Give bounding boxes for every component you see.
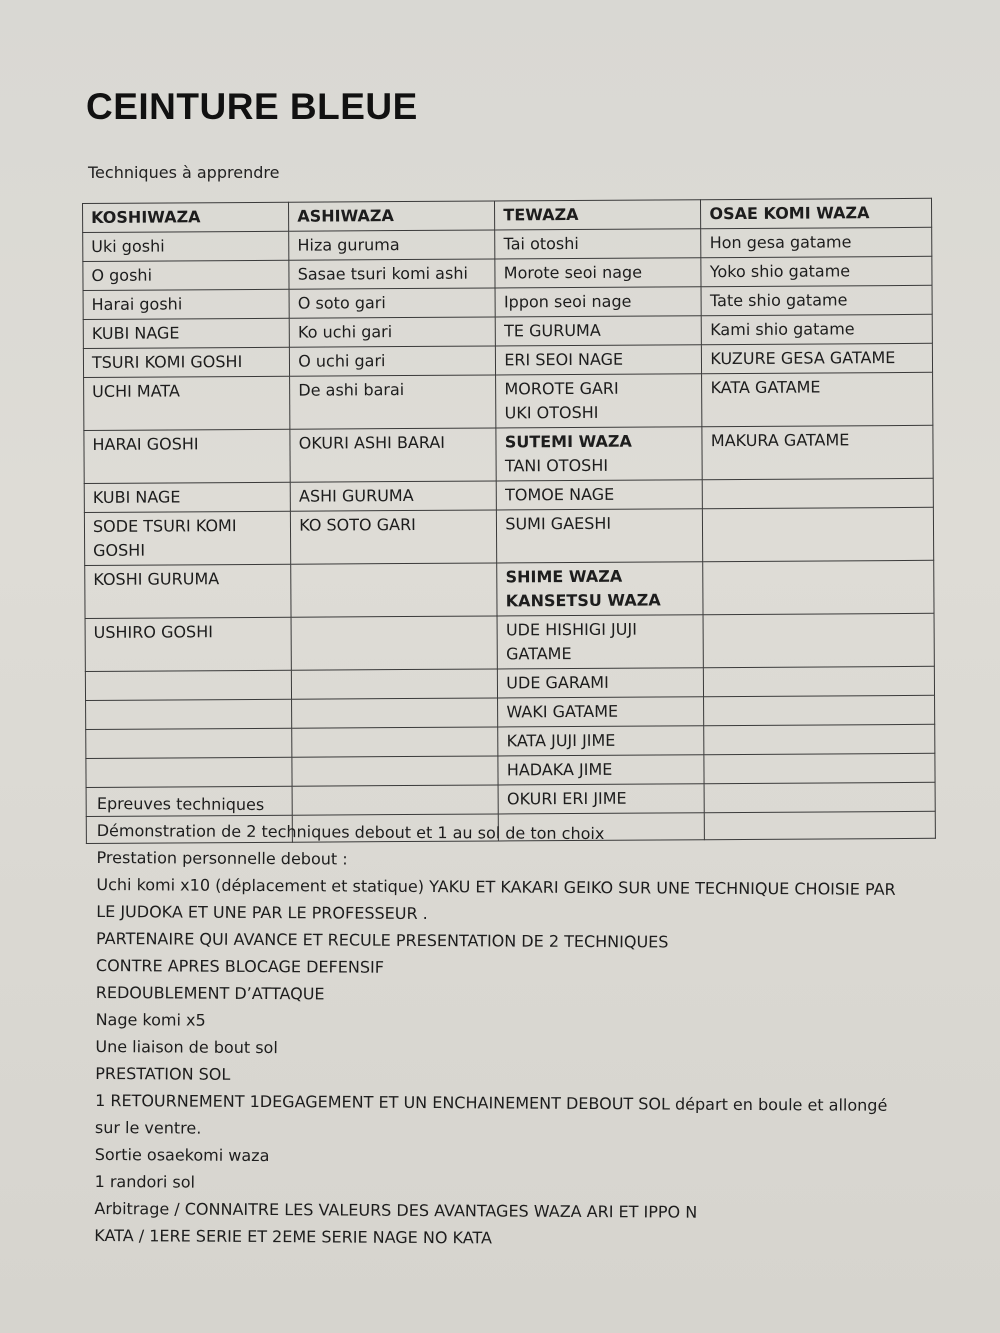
cell-line: OKURI ASHI BARAI bbox=[298, 432, 446, 453]
group-label-shime-waza: SHIME WAZA bbox=[505, 566, 623, 587]
page-title: CEINTURE BLEUE bbox=[86, 86, 418, 127]
cell-line: SODE TSURI KOMI bbox=[92, 516, 237, 536]
table-cell: Kami shio gatame bbox=[702, 314, 933, 344]
cell-line: ​ bbox=[711, 619, 713, 639]
note-line: KATA / 1ERE SERIE ET 2EME SERIE NAGE NO KATA bbox=[94, 1225, 493, 1248]
note-line: REDOUBLEMENT D’ATTAQUE bbox=[95, 982, 325, 1004]
cell-line: ​ bbox=[712, 643, 713, 663]
table-cell bbox=[84, 511, 291, 565]
table-cell bbox=[496, 427, 702, 481]
table-cell bbox=[704, 724, 935, 754]
cell-line: TANI OTOSHI bbox=[504, 455, 609, 476]
table-cell: Tate shio gatame bbox=[701, 285, 932, 315]
table-cell bbox=[702, 372, 933, 426]
cell-line: SUMI GAESHI bbox=[505, 513, 612, 534]
table-cell bbox=[497, 615, 703, 669]
table-row bbox=[85, 560, 934, 618]
note-line: Epreuves techniques bbox=[96, 793, 265, 815]
table-cell: Harai goshi bbox=[83, 289, 289, 319]
note-line: 1 RETOURNEMENT 1DEGAGEMENT ET UN ENCHAINEMENT DEBOUT SOL départ en boule et allongé bbox=[95, 1090, 888, 1115]
cell-line: ​ bbox=[299, 592, 300, 612]
header-ashiwaza: ASHIWAZA bbox=[289, 201, 495, 231]
note-line: Démonstration de 2 techniques debout et 1 au sol de ton choix bbox=[96, 820, 605, 844]
cell-line: ​ bbox=[299, 568, 300, 588]
table-cell: Tai otoshi bbox=[495, 229, 701, 259]
table-cell bbox=[291, 616, 497, 670]
table-cell bbox=[496, 374, 702, 428]
note-line: Uchi komi x10 (déplacement et statique) YAKU ET KAKARI GEIKO SUR UNE TECHNIQUE CHOISIE PAR bbox=[96, 874, 896, 899]
table-cell bbox=[291, 563, 497, 617]
cell-line: ​ bbox=[299, 621, 300, 641]
table-cell: Hiza guruma bbox=[289, 230, 495, 260]
table-cell bbox=[292, 727, 498, 757]
cell-line: ​ bbox=[93, 593, 94, 613]
table-cell: OKURI ERI JIME bbox=[498, 784, 704, 814]
header-osae-komi-waza: OSAE KOMI WAZA bbox=[701, 198, 932, 228]
table-cell: Sasae tsuri komi ashi bbox=[289, 259, 495, 289]
cell-line: ​ bbox=[93, 646, 94, 666]
cell-line: UDE HISHIGI JUJI bbox=[505, 619, 637, 640]
cell-line: KATA GATAME bbox=[710, 377, 821, 398]
table-cell bbox=[86, 728, 292, 758]
note-line: Prestation personnelle debout : bbox=[96, 847, 348, 869]
table-cell: KUBI NAGE bbox=[83, 318, 289, 348]
table-cell: Hon gesa gatame bbox=[701, 227, 932, 257]
table-row bbox=[84, 425, 933, 483]
note-line: Sortie osaekomi waza bbox=[94, 1144, 270, 1166]
cell-line: MAKURA GATAME bbox=[710, 430, 850, 451]
table-cell: TOMOE NAGE bbox=[497, 480, 703, 510]
table-cell bbox=[703, 507, 934, 561]
table-cell: O uchi gari bbox=[290, 346, 496, 376]
table-cell: O soto gari bbox=[289, 288, 495, 318]
techniques-table bbox=[82, 198, 936, 844]
table-cell bbox=[704, 695, 935, 725]
table-cell: Yoko shio gatame bbox=[701, 256, 932, 286]
table-cell: O goshi bbox=[83, 260, 289, 290]
cell-line: ​ bbox=[92, 458, 93, 478]
table-cell bbox=[703, 478, 934, 508]
group-label-kansetsu-waza: KANSETSU WAZA bbox=[505, 590, 661, 611]
cell-line: MOROTE GARI bbox=[504, 378, 619, 399]
header-tewaza: TEWAZA bbox=[495, 200, 701, 230]
cell-line: USHIRO GOSHI bbox=[93, 622, 213, 642]
page-subtitle: Techniques à apprendre bbox=[88, 163, 280, 182]
cell-line: ​ bbox=[505, 538, 506, 558]
table-cell bbox=[84, 429, 291, 483]
table-cell: ASHI GURUMA bbox=[290, 481, 496, 511]
cell-line: UKI OTOSHI bbox=[504, 402, 599, 423]
cell-line: De ashi barai bbox=[298, 380, 405, 400]
header-koshiwaza: KOSHIWAZA bbox=[83, 202, 289, 232]
note-line: Arbitrage / CONNAITRE LES VALEURS DES AVANTAGES WAZA ARI ET IPPO N bbox=[94, 1198, 698, 1222]
note-line: 1 randori sol bbox=[94, 1171, 196, 1192]
cell-line: ​ bbox=[710, 402, 711, 422]
table-cell bbox=[292, 669, 498, 699]
table-cell: Morote seoi nage bbox=[495, 258, 701, 288]
table-cell: Ippon seoi nage bbox=[495, 287, 701, 317]
table-cell bbox=[85, 617, 292, 671]
cell-line: HARAI GOSHI bbox=[92, 434, 199, 454]
cell-line: UCHI MATA bbox=[92, 381, 180, 401]
table-cell bbox=[84, 376, 291, 430]
table-cell bbox=[704, 753, 935, 783]
table-cell bbox=[291, 510, 497, 564]
table-cell bbox=[702, 425, 933, 479]
table-cell bbox=[704, 666, 935, 696]
cell-line: ​ bbox=[711, 566, 712, 586]
cell-line: GATAME bbox=[506, 644, 572, 664]
table-cell: ERI SEOI NAGE bbox=[496, 345, 702, 375]
table-cell: HADAKA JIME bbox=[498, 755, 704, 785]
table-cell bbox=[290, 428, 496, 482]
table-cell: Ko uchi gari bbox=[289, 317, 495, 347]
cell-line: ​ bbox=[299, 539, 300, 559]
note-line: sur le ventre. bbox=[94, 1117, 202, 1138]
table-cell: WAKI GATAME bbox=[498, 697, 704, 727]
table-cell bbox=[292, 756, 498, 786]
cell-line: KOSHI GURUMA bbox=[93, 569, 220, 589]
table-cell bbox=[290, 375, 496, 429]
table-cell bbox=[497, 562, 703, 616]
cell-line: ​ bbox=[298, 457, 299, 477]
table-row bbox=[84, 372, 933, 430]
note-line: CONTRE APRES BLOCAGE DEFENSIF bbox=[95, 955, 384, 977]
cell-line: KO SOTO GARI bbox=[299, 514, 416, 535]
note-line: LE JUDOKA ET UNE PAR LE PROFESSEUR . bbox=[96, 901, 428, 924]
table-row bbox=[85, 613, 934, 671]
table-cell bbox=[292, 698, 498, 728]
table-cell bbox=[86, 699, 292, 729]
note-line: Une liaison de bout sol bbox=[95, 1036, 278, 1058]
table-cell: KATA JUJI JIME bbox=[498, 726, 704, 756]
cell-line: GOSHI bbox=[93, 540, 146, 560]
cell-line: ​ bbox=[92, 405, 93, 425]
cell-line: ​ bbox=[711, 590, 712, 610]
table-cell bbox=[85, 670, 291, 700]
note-line: PRESTATION SOL bbox=[95, 1063, 231, 1084]
table-cell: Uki goshi bbox=[83, 231, 289, 261]
table-cell: KUZURE GESA GATAME bbox=[702, 343, 933, 373]
table-cell bbox=[703, 560, 934, 614]
table-cell: TSURI KOMI GOSHI bbox=[83, 347, 289, 377]
table-cell bbox=[703, 613, 934, 667]
cell-line: ​ bbox=[299, 645, 301, 665]
table-cell bbox=[85, 564, 292, 618]
table-cell: UDE GARAMI bbox=[498, 668, 704, 698]
exam-notes bbox=[94, 790, 937, 1254]
group-label-sutemi-waza: SUTEMI WAZA bbox=[504, 431, 632, 452]
cell-line: ​ bbox=[710, 455, 712, 475]
cell-line: ​ bbox=[298, 404, 299, 424]
table-cell bbox=[86, 757, 292, 787]
note-line: Nage komi x5 bbox=[95, 1009, 206, 1030]
cell-line: ​ bbox=[711, 513, 712, 533]
table-cell: TE GURUMA bbox=[496, 316, 702, 346]
note-line: PARTENAIRE QUI AVANCE ET RECULE PRESENTATION DE 2 TECHNIQUES bbox=[96, 928, 669, 952]
table-cell: KUBI NAGE bbox=[84, 482, 290, 512]
table-row bbox=[84, 507, 933, 565]
table-cell bbox=[497, 509, 703, 563]
